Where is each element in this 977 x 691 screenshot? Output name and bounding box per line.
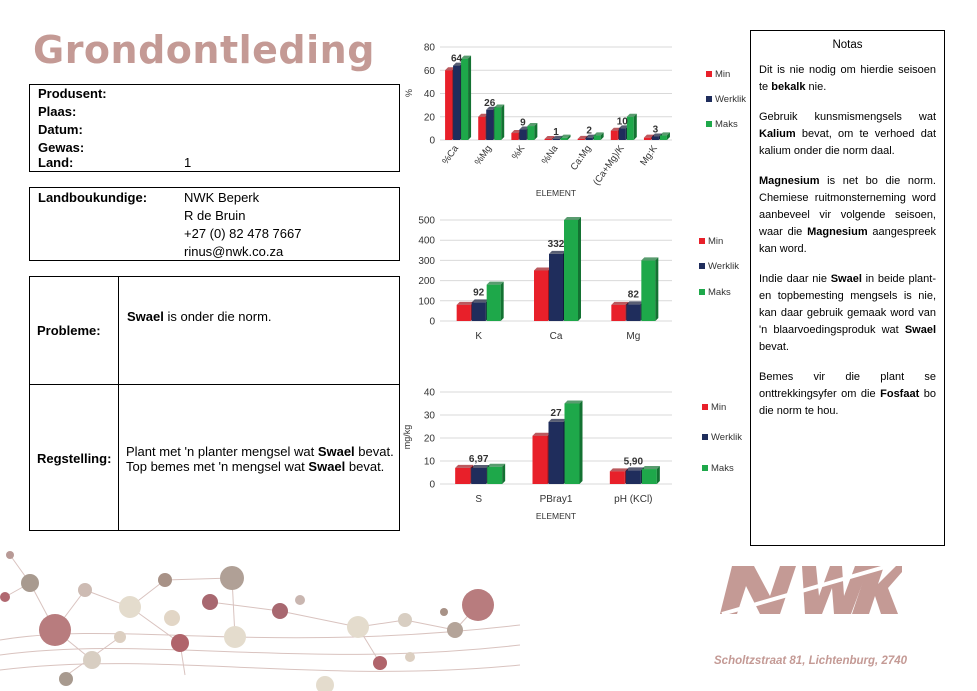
legend-label: Maks [711, 463, 734, 474]
data-label: 3 [652, 124, 659, 136]
bar-top [472, 299, 489, 302]
legend-swatch [699, 263, 705, 269]
bar-top [565, 401, 583, 404]
y-axis-label: mg/kg [402, 424, 412, 450]
legend-label: Werklik [708, 261, 739, 272]
bar-top [471, 465, 489, 468]
bar-side [580, 401, 583, 485]
x-axis-label: ELEMENT [535, 511, 577, 521]
bar-side [634, 114, 637, 140]
legend-swatch [702, 404, 708, 410]
bar-side [501, 104, 504, 140]
x-tick-label: K [475, 331, 483, 342]
bar-werklik [549, 422, 564, 484]
bar-maks [561, 138, 568, 140]
legend-label: Maks [708, 287, 731, 298]
legend-label: Min [708, 236, 724, 247]
x-tick-label: %Na [539, 143, 561, 167]
bar-werklik [626, 470, 641, 484]
bar-top [642, 466, 660, 469]
y-tick-label: 80 [423, 42, 435, 54]
bar-werklik [626, 304, 640, 321]
y-tick-label: 20 [423, 112, 435, 124]
data-label: 27 [550, 407, 562, 419]
bar-top [487, 282, 504, 285]
bar-top [487, 464, 505, 467]
x-tick-label: %K [509, 143, 528, 162]
note-magnesium: Magnesium is net bo die norm. Chemiese ruitmonsterneming word aanbeveel vir volgende seisoen, waar die Magnesium aangespreek kan word. [759, 175, 936, 255]
x-axis-label: ELEMENT [535, 188, 577, 198]
bar-maks [642, 469, 657, 484]
bar-top [549, 419, 567, 422]
x-tick-label: pH (KCl) [614, 494, 653, 505]
bar-min [578, 139, 585, 140]
land-label: Land: [38, 155, 74, 170]
note-phosphate: Bemes vir die plant se onttrekkingsyfer om die Fosfaat bo die norm te hou. [759, 371, 936, 417]
y-tick-label: 400 [418, 235, 435, 247]
x-tick-label: %Mg [472, 143, 495, 168]
agronomist-email: rinus@nwk.co.za [184, 244, 284, 259]
bar-maks [594, 135, 601, 140]
y-tick-label: 100 [418, 296, 435, 308]
legend-swatch [702, 465, 708, 471]
legend-label: Min [711, 402, 727, 413]
data-label: 64 [451, 53, 463, 65]
bar-werklik [472, 302, 486, 321]
note-liming: Dit is nie nodig om hierdie seisoen te bekalk nie. [759, 64, 936, 93]
y-tick-label: 0 [429, 135, 435, 147]
molecule-decoration [0, 545, 520, 691]
bar-top [626, 467, 644, 470]
bar-werklik [553, 139, 560, 140]
legend-swatch [706, 71, 712, 77]
data-label: 82 [627, 289, 639, 301]
bar-maks [641, 260, 655, 321]
legend-swatch [706, 121, 712, 127]
legend-label: Werklik [715, 94, 746, 105]
y-tick-label: 300 [418, 255, 435, 267]
bar-min [478, 117, 485, 140]
legend-label: Maks [715, 119, 738, 130]
bar-min [457, 305, 471, 321]
page-title: Grondontleding [33, 28, 375, 72]
data-label: 26 [484, 97, 496, 109]
bar-maks [461, 59, 468, 140]
farm-label: Plaas: [38, 104, 77, 119]
bar-top [641, 257, 658, 260]
legend-label: Werklik [711, 432, 742, 443]
nwk-logo [718, 562, 902, 618]
notes-title: Notas [832, 39, 863, 51]
y-tick-label: 40 [423, 387, 435, 399]
bar-maks [565, 404, 580, 485]
note-sulphur: Indie daar nie Swael in beide plant-en topbemesting mengsels is nie, kan daar gebruik gemaak word van 'n blaarvoedingsproduk wat Swael bevat. [759, 273, 936, 353]
bar-min [611, 131, 618, 140]
problems-text: Swael is onder die norm. [127, 309, 272, 324]
data-label: 6,97 [468, 453, 489, 465]
bar-top [626, 301, 643, 304]
data-label: 5,90 [623, 456, 644, 468]
y-tick-label: 40 [423, 89, 435, 100]
agronomist-label: Landboukundige: [38, 190, 148, 205]
bar-min [545, 139, 552, 140]
y-tick-label: 200 [418, 276, 435, 288]
bar-top [610, 468, 628, 471]
data-label: 10 [616, 116, 628, 128]
remedy-text: Plant met 'n planter mengsel wat Swael bevat. Top bemes met 'n mengsel wat Swael bevat. [126, 444, 394, 474]
bar-top [611, 302, 628, 305]
x-tick-label: S [475, 494, 483, 505]
bar-werklik [486, 110, 493, 140]
bar-min [534, 271, 548, 322]
bar-min [445, 70, 452, 140]
legend-label: Min [715, 69, 731, 80]
bar-maks [527, 126, 534, 140]
bar-min [611, 305, 625, 321]
y-tick-label: 20 [423, 433, 435, 445]
bar-werklik [619, 128, 626, 140]
bar-werklik [471, 468, 486, 484]
bar-werklik [586, 138, 593, 140]
crop-label: Gewas: [38, 140, 85, 155]
company-address: Scholtzstraat 81, Lichtenburg, 2740 [714, 655, 908, 667]
bar-top [534, 268, 551, 271]
bar-top [533, 433, 551, 436]
bar-maks [487, 467, 502, 484]
bar-werklik [652, 137, 659, 140]
x-tick-label: Mg [626, 331, 641, 342]
bar-side [502, 464, 505, 484]
y-tick-label: 0 [429, 479, 435, 491]
x-tick-label: Ca [549, 331, 563, 342]
bar-werklik [519, 130, 526, 140]
x-tick-label: %Ca [440, 143, 462, 167]
bar-top [455, 465, 473, 468]
y-tick-label: 500 [418, 215, 435, 227]
bar-maks [494, 107, 501, 140]
bar-side [501, 282, 504, 321]
bar-min [610, 471, 625, 484]
y-tick-label: 10 [423, 456, 435, 468]
x-tick-label: Mg:K [638, 143, 660, 168]
y-tick-label: 0 [429, 316, 435, 328]
producer-label: Produsent: [38, 86, 107, 101]
y-tick-label: 30 [423, 410, 435, 422]
data-label: 9 [520, 117, 526, 129]
legend-swatch [706, 96, 712, 102]
bar-min [533, 436, 548, 484]
bar-min [455, 468, 470, 484]
y-axis-label: % [404, 88, 414, 98]
legend-swatch [702, 434, 708, 440]
x-tick-label: (Ca+Mg)/K [591, 143, 627, 188]
data-label: 1 [553, 126, 559, 138]
data-label: 332 [547, 238, 565, 250]
date-label: Datum: [38, 122, 83, 137]
problems-label: Probleme: [37, 323, 101, 338]
bar-side [657, 466, 660, 484]
agronomist-phone: +27 (0) 82 478 7667 [184, 226, 302, 241]
land-value: 1 [184, 155, 192, 170]
remedy-label: Regstelling: [37, 451, 112, 466]
bar-maks [660, 135, 667, 140]
bar-werklik [549, 254, 563, 321]
bar-min [511, 133, 518, 140]
legend-swatch [699, 289, 705, 295]
bar-werklik [453, 66, 460, 140]
bar-side [578, 217, 581, 321]
bar-min [644, 138, 651, 140]
bar-maks [487, 285, 501, 321]
note-potassium: Gebruik kunsmismengsels wat Kalium bevat, om te verhoed dat kalium onder die norm daal. [759, 111, 936, 157]
bar-top [457, 302, 474, 305]
legend-swatch [699, 238, 705, 244]
x-tick-label: PBray1 [539, 494, 573, 505]
agronomist-company: NWK Beperk [184, 190, 260, 205]
bar-side [655, 257, 658, 321]
bar-maks [564, 220, 578, 321]
bar-side [468, 56, 471, 140]
data-label: 92 [473, 287, 485, 299]
agronomist-name: R de Bruin [184, 208, 246, 223]
x-tick-label: Ca:Mg [568, 143, 594, 173]
y-tick-label: 60 [423, 65, 435, 77]
data-label: 2 [586, 125, 592, 137]
